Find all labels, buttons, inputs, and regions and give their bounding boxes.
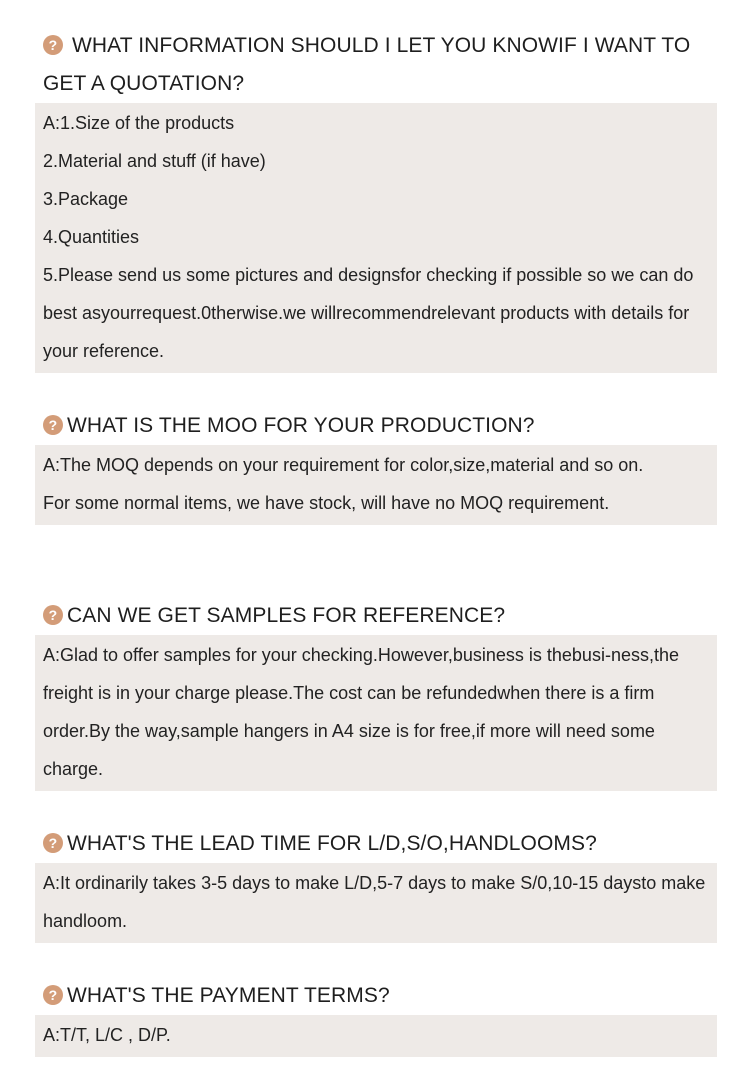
faq-answer-line: A:It ordinarily takes 3-5 days to make L/D,5-7 days to make S/0,10-15 daysto make handloom. [43, 873, 706, 931]
faq-item-moq [35, 407, 717, 525]
faq-answer-line: A:T/T, L/C , D/P. [43, 1025, 171, 1045]
faq-item-payment [35, 977, 717, 1057]
question-circle-icon: ? [43, 833, 63, 853]
question-circle-icon: ? [43, 415, 63, 435]
faq-question [35, 407, 717, 445]
faq-answer-line: 5.Please send us some pictures and designsfor checking if possible so we can do best asyourrequest.0therwise.we willrecommendrelevant products with details for your reference. [43, 265, 694, 361]
faq-question [35, 597, 717, 635]
faq-answer [35, 1015, 717, 1057]
faq-answer-line: A:Glad to offer samples for your checking.However,business is thebusi-ness,the freight is in your charge please.The cost can be refundedwhen there is a firm order.By the way,sample hangers in A4 size is for free,if more will need some charge. [43, 645, 679, 779]
faq-answer-line: 4.Quantities [43, 227, 140, 247]
faq-answer-line: 3.Package [43, 189, 129, 209]
faq-item-samples [35, 597, 717, 791]
faq-item-quotation [35, 27, 717, 373]
faq-answer-line: For some normal items, we have stock, will have no MOQ requirement. [43, 493, 610, 513]
faq-answer [35, 103, 717, 373]
faq-question [35, 825, 717, 863]
faq-answer [35, 635, 717, 791]
faq-answer-line: 2.Material and stuff (if have) [43, 151, 266, 171]
faq-answer-line: A:The MOQ depends on your requirement for color,size,material and so on. [43, 455, 644, 475]
faq-answer-line: A:1.Size of the products [43, 113, 235, 133]
faq-answer [35, 863, 717, 943]
question-circle-icon: ? [43, 605, 63, 625]
faq-question-text: WHAT IS THE MOO FOR YOUR PRODUCTION? [67, 414, 535, 437]
question-circle-icon: ? [43, 35, 63, 55]
faq-answer [35, 445, 717, 525]
faq-question-text: WHAT'S THE PAYMENT TERMS? [67, 984, 390, 1007]
faq-question-text: CAN WE GET SAMPLES FOR REFERENCE? [67, 604, 506, 627]
question-circle-icon: ? [43, 985, 63, 1005]
faq-item-lead-time [35, 825, 717, 943]
faq-question [35, 27, 717, 103]
faq-question [35, 977, 717, 1015]
faq-question-text: WHAT INFORMATION SHOULD I LET YOU KNOWIF I WANT TO GET A QUOTATION? [43, 34, 691, 95]
faq-question-text: WHAT'S THE LEAD TIME FOR L/D,S/O,HANDLOOMS? [67, 832, 597, 855]
